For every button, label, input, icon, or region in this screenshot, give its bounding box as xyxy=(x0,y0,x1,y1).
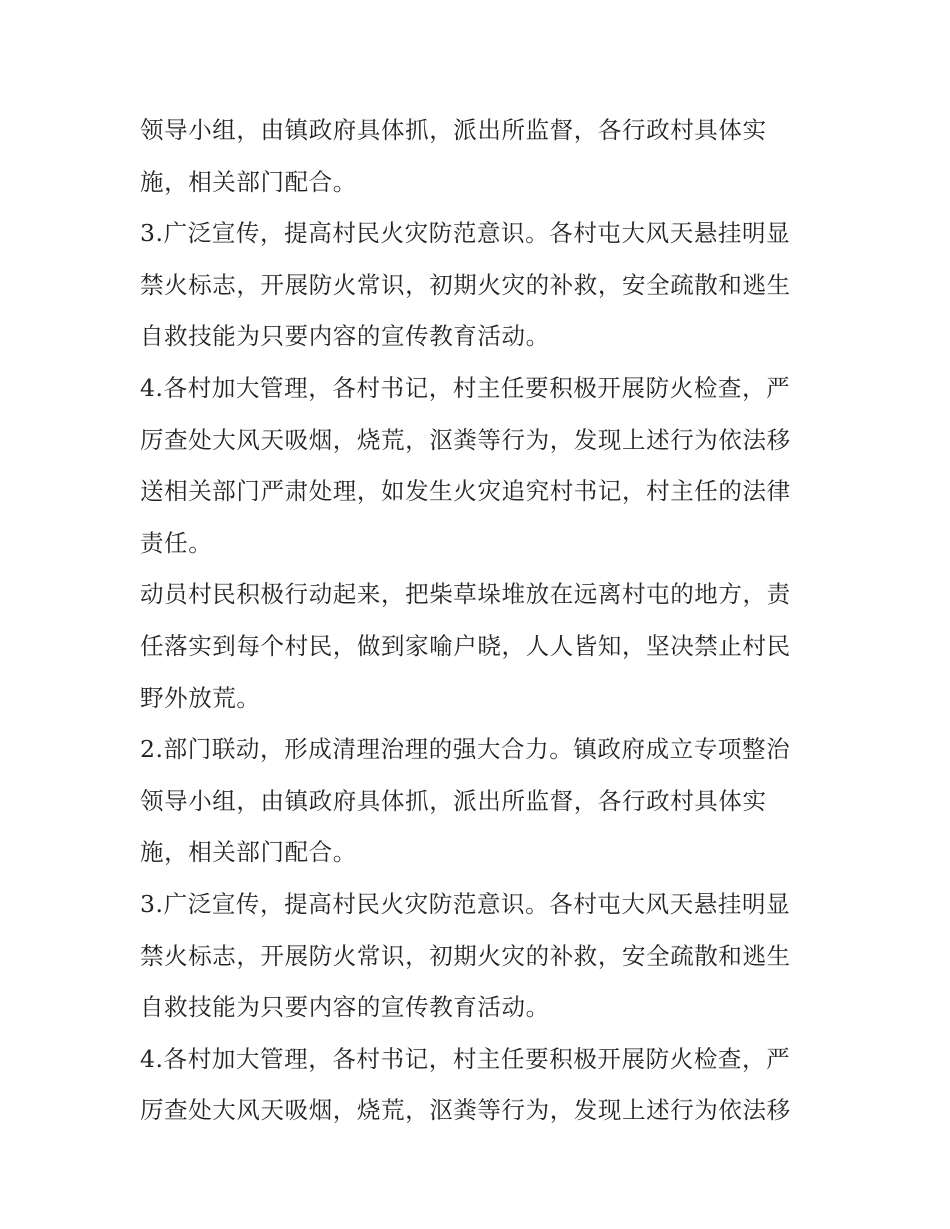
text-line: 4.各村加大管理，各村书记，村主任要积极开展防火检查，严 xyxy=(140,1044,791,1073)
text-line: 施，相关部门配合。 xyxy=(140,838,357,867)
text-line: 禁火标志，开展防火常识，初期火灾的补救，安全疏散和逃生 xyxy=(140,941,791,970)
text-line: 施，相关部门配合。 xyxy=(140,167,357,196)
text-line: 自救技能为只要内容的宣传教育活动。 xyxy=(140,322,550,351)
text-line: 责任。 xyxy=(140,528,213,557)
text-line: 野外放荒。 xyxy=(140,683,261,712)
text-line: 动员村民积极行动起来，把柴草垛堆放在远离村屯的地方，责 xyxy=(140,580,791,609)
text-line: 送相关部门严肃处理，如发生火灾追究村书记，村主任的法律 xyxy=(140,477,791,506)
document-body-text xyxy=(140,105,820,1137)
text-line: 3.广泛宣传，提高村民火灾防范意识。各村屯大风天悬挂明显 xyxy=(140,889,791,918)
text-line: 自救技能为只要内容的宣传教育活动。 xyxy=(140,993,550,1022)
text-line: 领导小组，由镇政府具体抓，派出所监督，各行政村具体实 xyxy=(140,786,767,815)
text-line: 厉查处大风天吸烟，烧荒，沤粪等行为，发现上述行为依法移 xyxy=(140,425,791,454)
text-line: 厉查处大风天吸烟，烧荒，沤粪等行为，发现上述行为依法移 xyxy=(140,1096,791,1125)
text-line: 3.广泛宣传，提高村民火灾防范意识。各村屯大风天悬挂明显 xyxy=(140,219,791,248)
text-line: 禁火标志，开展防火常识，初期火灾的补救，安全疏散和逃生 xyxy=(140,270,791,299)
text-line: 4.各村加大管理，各村书记，村主任要积极开展防火检查，严 xyxy=(140,373,791,402)
text-line: 2.部门联动，形成清理治理的强大合力。镇政府成立专项整治 xyxy=(140,735,791,764)
text-line: 领导小组，由镇政府具体抓，派出所监督，各行政村具体实 xyxy=(140,116,767,144)
text-line: 任落实到每个村民，做到家喻户晓，人人皆知，坚决禁止村民 xyxy=(140,631,791,660)
